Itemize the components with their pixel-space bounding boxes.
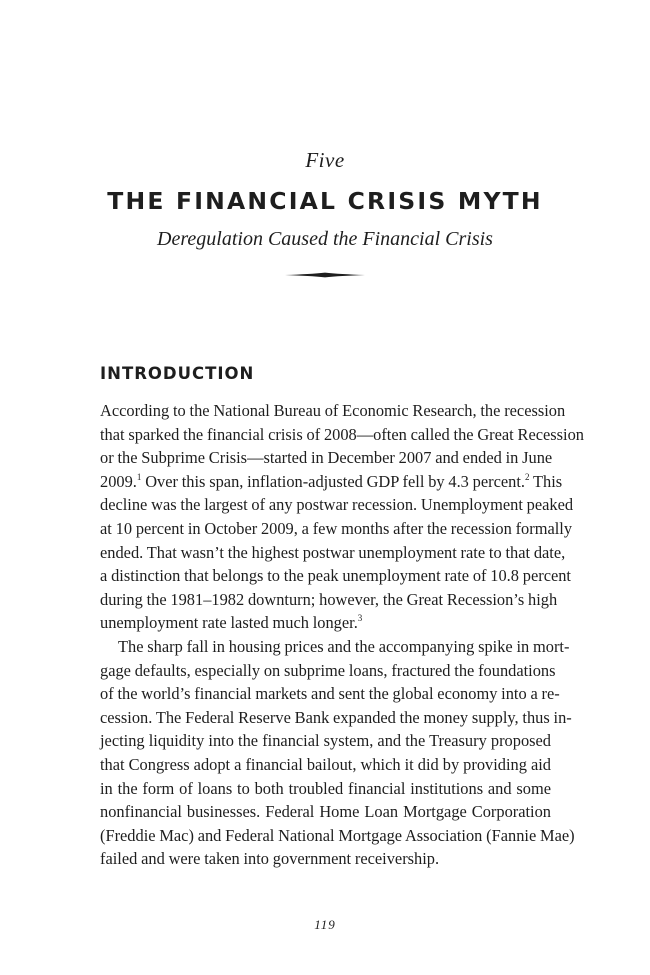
footnote-marker: 2 [525,471,530,482]
body-line [100,824,575,848]
body-text-segment: gage defaults, especially on subprime loans, fractured the foundations [100,660,556,680]
body-text-segment: decline was the largest of any postwar recession. Unemployment peaked [100,495,574,515]
body-line [100,777,551,801]
body-line [100,470,563,494]
body-line [100,399,566,423]
body-line [100,847,551,871]
body-line [100,682,560,706]
body-text-segment: Over this span, inflation-adjusted GDP fell by 4.3 percent. [141,471,525,491]
body-line [100,493,574,517]
footnote-marker: 1 [136,471,142,482]
body-text-segment: at 10 percent in October 2009, a few months after the recession formally [100,518,573,538]
body-line [100,541,566,565]
body-line [100,659,556,683]
body-text-segment: that sparked the financial crisis of 2008—often called the Great Recession [100,424,584,444]
body-text [100,399,584,871]
body-text-segment: According to the National Bureau of Economic Research, the recession [100,401,566,420]
body-text-segment: The sharp fall in housing prices and the accompanying spike in mort- [118,636,570,656]
body-line [100,729,551,753]
body-line [100,423,584,447]
body-line [100,753,551,777]
ornament-divider [285,271,365,279]
body-text-segment: a distinction that belongs to the peak unemployment rate of 10.8 percent [100,566,571,586]
body-line [100,800,551,824]
body-text-segment: (Freddie Mac) and Federal National Mortgage Association (Fannie Mae) [100,825,575,845]
body-text-segment: This [529,471,563,491]
body-text-segment: unemployment rate lasted much longer. [100,613,358,633]
body-text-segment: of the world’s financial markets and sent the global economy into a re- [100,684,560,704]
body-text-segment: 2009. [100,471,137,491]
body-text-segment: that Congress adopt a financial bailout, which it did by providing aid [100,754,551,774]
body-line [100,588,558,612]
body-text-segment: cession. The Federal Reserve Bank expanded the money supply, thus in- [100,707,572,727]
body-line [100,446,551,470]
body-text-segment: jecting liquidity into the financial system, and the Treasury proposed [100,731,551,751]
body-line [100,706,572,730]
body-text-segment: failed and were taken into government receivership. [100,849,440,869]
page-number: 119 [314,917,336,932]
body-text-segment: during the 1981–1982 downturn; however, the Great Recession’s high [100,589,558,609]
body-line [100,611,551,635]
body-text-segment: ended. That wasn’t the highest postwar unemployment rate to that date, [100,542,566,562]
body-line [100,517,573,541]
chapter-subtitle: Deregulation Caused the Financial Crisis [157,228,493,250]
footnote-marker: 3 [357,613,363,624]
body-line [100,564,571,588]
body-text-segment: nonfinancial businesses. Federal Home Loan Mortgage Corporation [100,802,551,822]
chapter-title: THE FINANCIAL CRISIS MYTH [107,187,543,215]
body-text-segment: in the form of loans to both troubled financial institutions and some [100,778,551,798]
section-heading: INTRODUCTION [100,364,255,383]
body-text-segment: or the Subprime Crisis—started in December 2007 and ended in June [100,448,553,468]
body-line [100,635,570,659]
chapter-number: Five [305,148,345,172]
